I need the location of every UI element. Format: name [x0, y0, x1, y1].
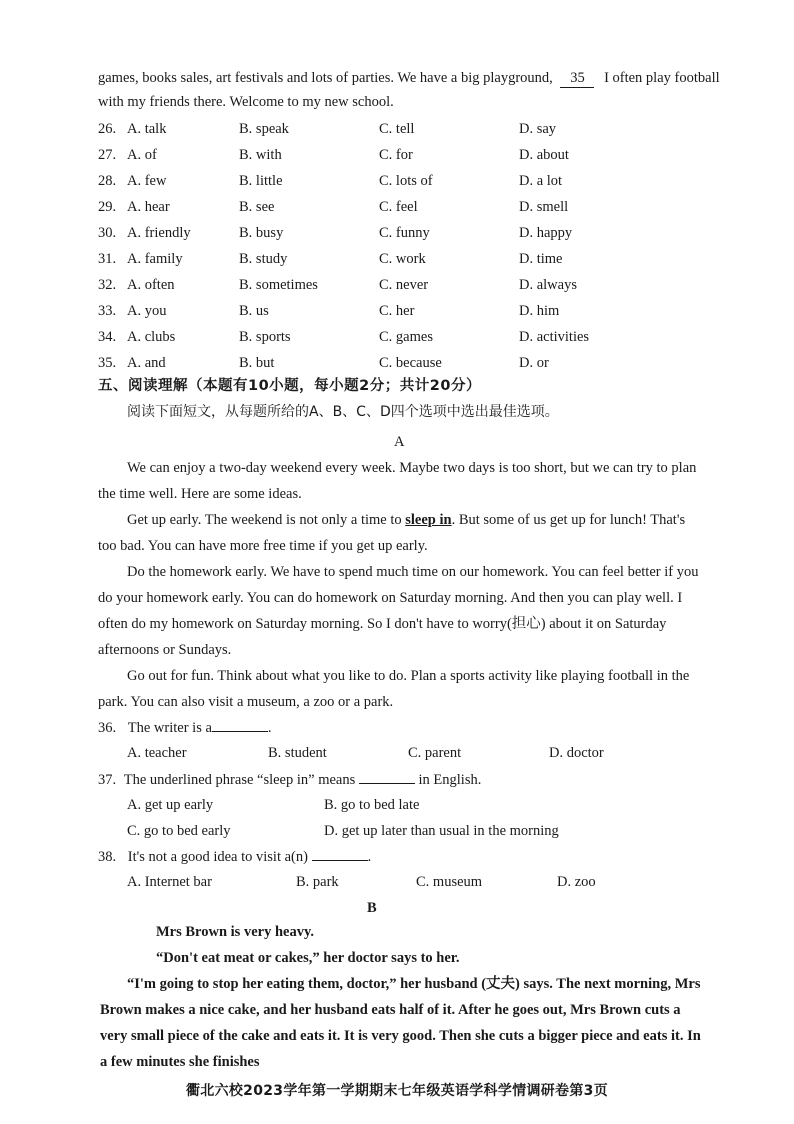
option-d: D. always: [519, 277, 577, 293]
option-b: B. us: [239, 303, 269, 319]
option-b: B. study: [239, 251, 288, 267]
underlined-phrase: sleep in: [405, 512, 452, 528]
option-b: B. with: [239, 147, 282, 163]
option-a: A. teacher: [127, 745, 187, 761]
question-number: 38.: [98, 849, 117, 865]
stem-end: .: [267, 720, 272, 736]
passage-a-paragraph-4: Go out for fun. Think about what you like to do. Plan a sports activity like playing football in the park. You can also visit a museum, a zoo or a park.: [98, 668, 690, 710]
paragraph-2-after: . But some of us get up for lunch! That's too bad. You can have more free time if you get up early.: [98, 512, 686, 554]
option-row: [98, 119, 698, 139]
option-a: A. and: [127, 355, 166, 371]
option-a: A. talk: [127, 121, 167, 137]
option-c: C. parent: [408, 745, 462, 761]
stem-end: .: [367, 849, 372, 865]
stem-text: The writer is a: [127, 720, 212, 736]
question-37-stem: [98, 769, 481, 790]
option-a: A. of: [127, 147, 157, 163]
intro-line-1-before: games, books sales, art festivals and lots of parties. We have a big playground,: [98, 70, 553, 86]
option-b: B. but: [239, 355, 275, 371]
option-a: A. often: [127, 277, 175, 293]
option-a: A. get up early: [127, 797, 214, 813]
option-d: D. get up later than usual in the morning: [324, 823, 559, 839]
option-row: [98, 223, 698, 243]
option-a: A. Internet bar: [127, 874, 212, 890]
intro-line-1-after: I often play football: [604, 70, 720, 86]
option-b: B. sports: [239, 329, 291, 345]
question-36-options: [127, 743, 727, 763]
option-c: C. work: [379, 251, 426, 267]
option-c: C. her: [379, 303, 415, 319]
option-a: A. few: [127, 173, 167, 189]
paragraph-2-before: Get up early. The weekend is not only a time to: [127, 512, 406, 528]
option-d: D. about: [519, 147, 569, 163]
question-37-options-row-1: [127, 795, 727, 815]
option-c: C. lots of: [379, 173, 433, 189]
option-c: C. museum: [416, 874, 483, 890]
passage-b-label: B: [367, 900, 377, 916]
option-c: C. feel: [379, 199, 418, 215]
question-number: 32.: [98, 277, 117, 293]
option-a: A. hear: [127, 199, 170, 215]
option-a: A. you: [127, 303, 167, 319]
option-b: B. park: [296, 874, 339, 890]
question-number: 28.: [98, 173, 117, 189]
option-c: C. games: [379, 329, 433, 345]
option-d: D. or: [519, 355, 549, 371]
option-b: B. speak: [239, 121, 289, 137]
option-c: C. because: [379, 355, 442, 371]
option-b: B. little: [239, 173, 283, 189]
option-c: C. go to bed early: [127, 823, 231, 839]
question-38-options: [127, 872, 727, 892]
option-d: D. a lot: [519, 173, 563, 189]
option-d: D. doctor: [549, 745, 604, 761]
option-row: [98, 275, 698, 295]
question-number: 29.: [98, 199, 117, 215]
page-footer: 衢北六校2023学年第一学期期末七年级英语学科学情调研卷第3页: [185, 1083, 608, 1099]
question-number: 31.: [98, 251, 117, 267]
passage-b-paragraph: “I'm going to stop her eating them, doctor,” her husband (丈夫) says. The next morning, Mrs Brown makes a nice cake, and her husband eats half of it. After he goes out, Mrs Brown cuts a very small piece of the cake and eats it. It is very good. Then she cuts a bigger piece and eats it. In a few minutes she finishes: [100, 976, 701, 1070]
option-d: D. time: [519, 251, 563, 267]
section-instruction: 阅读下面短文，从每题所给的A、B、C、D四个选项中选出最佳选项。: [127, 404, 559, 420]
question-36-stem: [98, 717, 272, 738]
question-number: 27.: [98, 147, 117, 163]
passage-a-paragraph-2: [98, 507, 704, 559]
stem-text: It's not a good idea to visit a(n): [127, 849, 308, 865]
passage-b-line-2: “Don't eat meat or cakes,” her doctor says to her.: [156, 950, 460, 966]
section-title: 五、阅读理解（本题有10小题，每小题2分；共计20分）: [98, 378, 481, 394]
option-d: D. activities: [519, 329, 590, 345]
option-d: D. happy: [519, 225, 573, 241]
option-c: C. tell: [379, 121, 415, 137]
option-a: A. friendly: [127, 225, 191, 241]
passage-a-label: A: [394, 434, 405, 450]
option-row: [98, 249, 698, 269]
stem-end: in English.: [418, 772, 482, 788]
question-number: 30.: [98, 225, 117, 241]
option-b: B. see: [239, 199, 275, 215]
option-b: B. student: [268, 745, 327, 761]
option-d: D. him: [519, 303, 560, 319]
question-number: 34.: [98, 329, 117, 345]
passage-a-paragraph-1: We can enjoy a two-day weekend every week. Maybe two days is too short, but we can try to plan the time well. Here are some ideas.: [98, 460, 697, 502]
answer-blank: [359, 769, 415, 784]
option-row: [98, 145, 698, 165]
option-d: D. zoo: [557, 874, 596, 890]
question-number: 26.: [98, 121, 117, 137]
question-number: 35.: [98, 355, 117, 371]
option-row: [98, 197, 698, 217]
passage-a-paragraph-3: Do the homework early. We have to spend much time on our homework. You can feel better if you do your homework early. You can do homework on Saturday morning. And then you can play well. I often do my homework on Saturday morning. So I don't have to worry(担心) about it on Saturday afternoons or Sundays.: [98, 564, 699, 658]
option-b: B. busy: [239, 225, 284, 241]
stem-text: The underlined phrase “sleep in” means: [123, 772, 356, 788]
option-d: D. say: [519, 121, 557, 137]
question-38-stem: [98, 846, 371, 867]
question-number: 37.: [98, 772, 117, 788]
question-number: 36.: [98, 720, 117, 736]
intro-line-1: [98, 68, 720, 88]
blank-35: 35: [560, 70, 594, 88]
option-row: [98, 327, 698, 347]
passage-b-line-1: Mrs Brown is very heavy.: [156, 924, 315, 940]
option-row: [98, 301, 698, 321]
option-b: B. sometimes: [239, 277, 318, 293]
option-b: B. go to bed late: [324, 797, 420, 813]
option-c: C. never: [379, 277, 429, 293]
option-c: C. funny: [379, 225, 430, 241]
question-37-options-row-2: [127, 821, 727, 841]
option-row: [98, 353, 698, 373]
option-row: [98, 171, 698, 191]
option-a: A. clubs: [127, 329, 176, 345]
question-number: 33.: [98, 303, 117, 319]
answer-blank: [212, 717, 268, 732]
option-a: A. family: [127, 251, 183, 267]
intro-line-2: with my friends there. Welcome to my new school.: [98, 94, 394, 110]
answer-blank: [312, 846, 368, 861]
option-d: D. smell: [519, 199, 569, 215]
option-c: C. for: [379, 147, 413, 163]
